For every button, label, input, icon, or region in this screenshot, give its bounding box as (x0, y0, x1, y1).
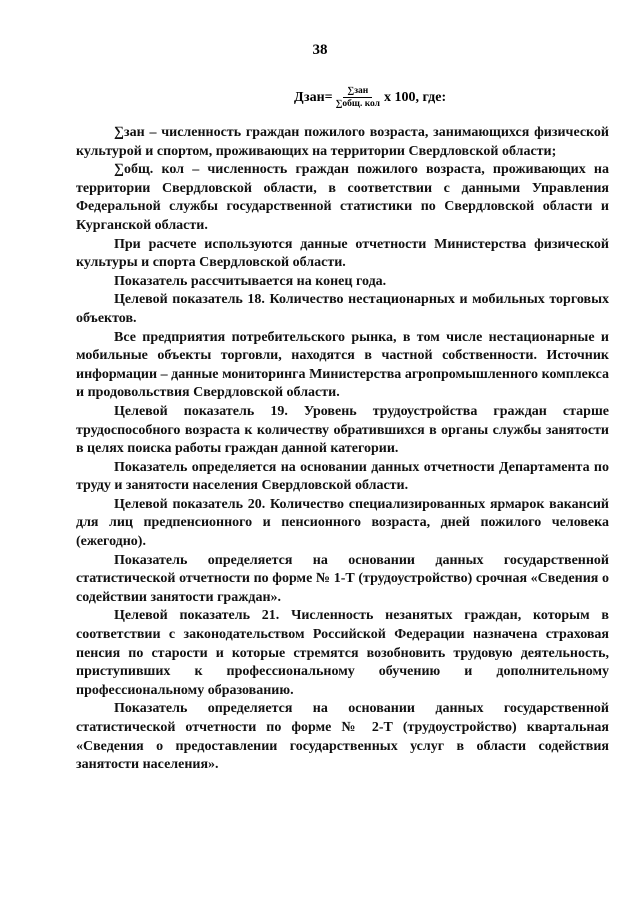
body-text (76, 124, 609, 775)
formula-denominator: ∑общ. кол (335, 99, 381, 109)
paragraph: Показатель определяется на основании данных государственной статистической отчетности по форме № 2-Т (трудоустройство) квартальная «Сведения о предоставлении государственных услуг в области содействия занятости населения». (76, 701, 609, 773)
page-number: 38 (312, 42, 328, 58)
paragraph: Показатель рассчитывается на конец года. (114, 273, 387, 289)
paragraph: Все предприятия потребительского рынка, в том числе нестационарные и мобильные объекты торговли, находятся в частной собственности. Источник информации – данные мониторинга Министерства агропромышленного комплекса и продовольствия Свердловской области. (76, 329, 609, 401)
paragraph: ∑общ. кол – численность граждан пожилого возраста, проживающих на территории Свердловской области, в соответствии с данными Управления Федеральной службы государственной статистики по Свердловской области и Курганской области. (76, 162, 609, 233)
paragraph: Целевой показатель 18. Количество нестационарных и мобильных торговых объектов. (76, 292, 609, 326)
paragraph: Целевой показатель 21. Численность незанятых граждан, которым в соответствии с законодательством Российской Федерации назначена страховая пенсия по старости и которые стремятся возобновить трудовую деятельность, приступивших к профессиональному обучению и дополнительному профессиональному образованию. (76, 608, 609, 698)
paragraph: Целевой показатель 20. Количество специализированных ярмарок вакансий для лиц предпенсионного и пенсионного возраста, дней пожилого человека (ежегодно). (76, 496, 609, 550)
paragraph: При расчете используются данные отчетности Министерства физической культуры и спорта Свердловской области. (76, 236, 609, 271)
formula-rhs: х 100, где: (384, 89, 447, 105)
formula (294, 86, 446, 109)
paragraph: Показатель определяется на основании данных государственной статистической отчетности по форме № 1-Т (трудоустройство) срочная «Сведения о содействии занятости граждан». (76, 552, 609, 605)
formula-lhs: Дзан= (294, 89, 333, 105)
formula-numerator: ∑зан (343, 86, 372, 98)
paragraph: Целевой показатель 19. Уровень трудоустройства граждан старше трудоспособного возраста к количеству обратившихся в органы службы занятости в целях поиска работы граждан данной категории. (76, 403, 609, 457)
formula-fraction (334, 86, 382, 109)
paragraph: ∑зан – численность граждан пожилого возраста, занимающихся физической культурой и спортом, проживающих на территории Свердловской области; (76, 125, 609, 159)
paragraph: Показатель определяется на основании данных отчетности Департамента по труду и занятости населения Свердловской области. (76, 459, 609, 494)
